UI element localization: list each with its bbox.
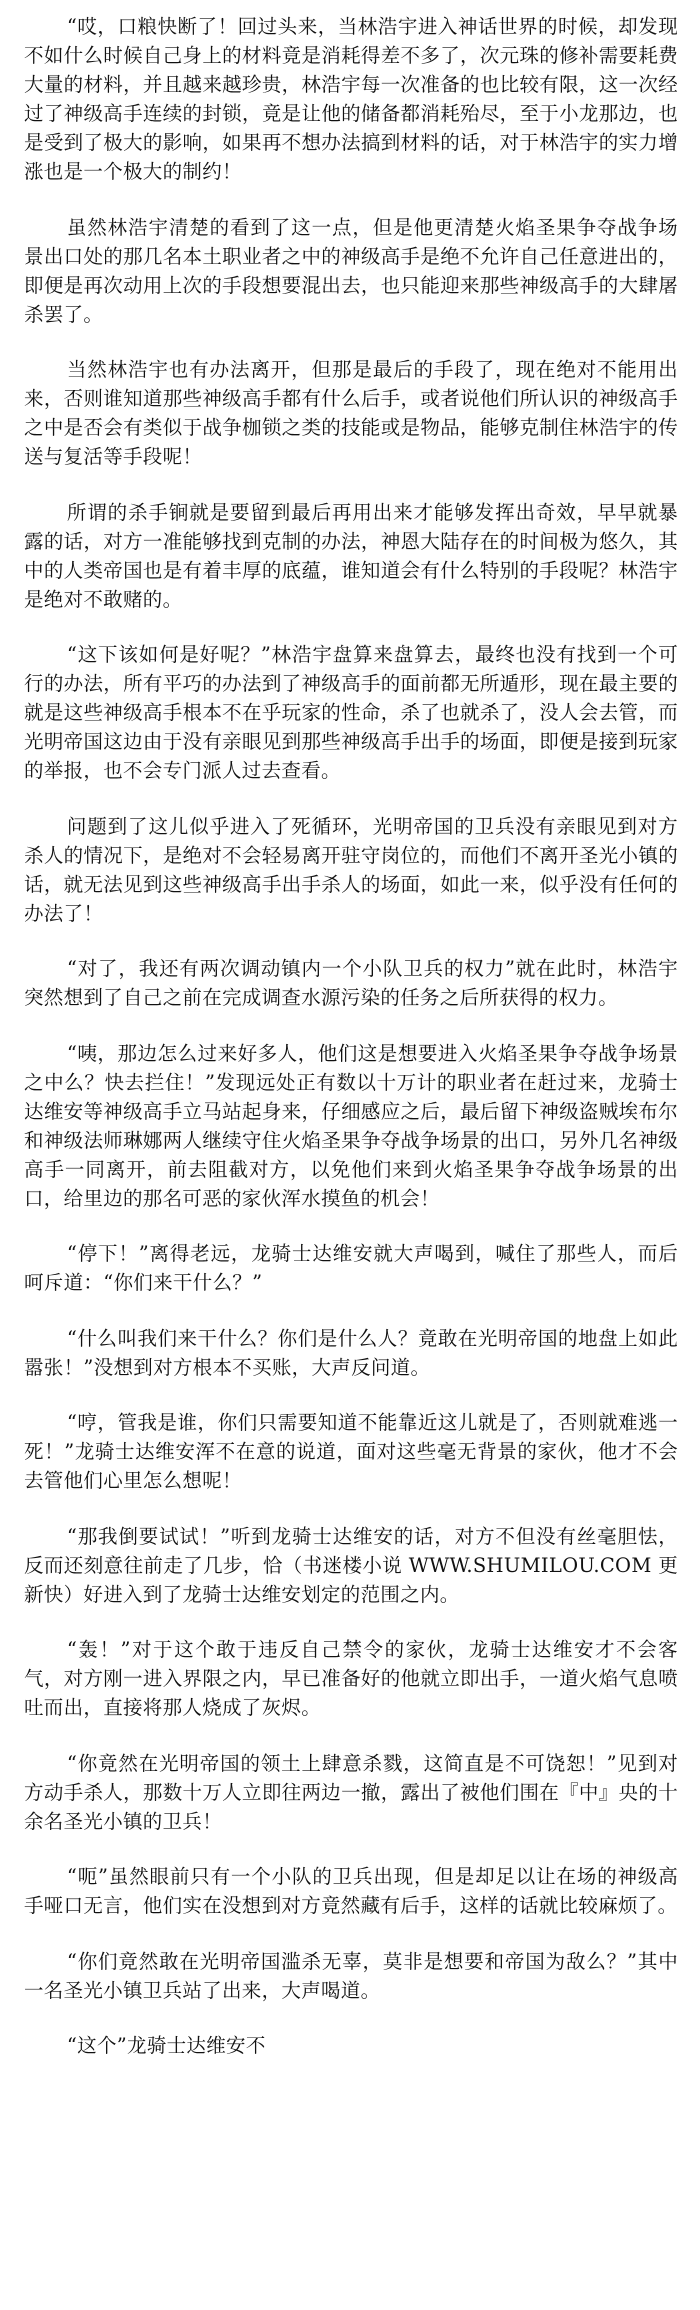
paragraph: “你们竟然敢在光明帝国滥杀无辜，莫非是想要和帝国为敌么？”其中一名圣光小镇卫兵站了出来，大声喝道。 [24, 1949, 678, 2002]
paragraph: “什么叫我们来干什么？你们是什么人？竟敢在光明帝国的地盘上如此嚣张！”没想到对方根本不买账，大声反问道。 [24, 1326, 678, 1379]
paragraph: “这个”龙骑士达维安不 [66, 2034, 266, 2057]
paragraph: “你竟然在光明帝国的领土上肆意杀戮，这简直是不可饶恕！”见到对方动手杀人，那数十万人立即往两边一撤，露出了被他们围在『中』央的十余名圣光小镇的卫兵！ [24, 1751, 678, 1833]
paragraph: “停下！”离得老远，龙骑士达维安就大声喝到，喊住了那些人，而后呵斥道：“你们来干什么？” [24, 1242, 678, 1294]
paragraph: 虽然林浩宇清楚的看到了这一点，但是他更清楚火焰圣果争夺战争场景出口处的那几名本土职业者之中的神级高手是绝不允许自己任意进出的，即便是再次动用上次的手段想要混出去，也只能迎来那些神级高手的大肆屠杀罢了。 [24, 215, 678, 326]
paragraph: “轰！”对于这个敢于违反自己禁令的家伙，龙骑士达维安才不会客气，对方刚一进入界限之内，早已准备好的他就立即出手，一道火焰气息喷吐而出，直接将那人烧成了灰烬。 [24, 1638, 678, 1719]
paragraph: “这下该如何是好呢？”林浩宇盘算来盘算去，最终也没有找到一个可行的办法，所有平巧的办法到了神级高手的面前都无所遁形，现在最主要的就是这些神级高手根本不在乎玩家的性命，杀了也就杀了，没人会去管，而光明帝国这边由于没有亲眼见到那些神级高手出手的场面，即便是接到玩家的举报，也不会专门派人过去查看。 [24, 643, 678, 782]
paragraph: “对了，我还有两次调动镇内一个小队卫兵的权力”就在此时，林浩宇突然想到了自己之前在完成调查水源污染的任务之后所获得的权力。 [24, 957, 678, 1009]
paragraph: “咦，那边怎么过来好多人，他们这是想要进入火焰圣果争夺战争场景之中么？快去拦住！”发现远处正有数以十万计的职业者在赶过来，龙骑士达维安等神级高手立马站起身来，仔细感应之后，最后留下神级盗贼埃布尔和神级法师琳娜两人继续守住火焰圣果争夺战争场景的出口，另外几名神级高手一同离开，前去阻截对方，以免他们来到火焰圣果争夺战争场景的出口，给里边的那名可恶的家伙浑水摸鱼的机会！ [24, 1041, 678, 1210]
paragraph: “那我倒要试试！”听到龙骑士达维安的话，对方不但没有丝毫胆怯，反而还刻意往前走了几步，恰（书迷楼小说 WWW.SHUMILOU.COM 更新快）好进入到了龙骑士达维安划定的范围之内。 [24, 1524, 678, 1606]
paragraph: 当然林浩宇也有办法离开，但那是最后的手段了，现在绝对不能用出来，否则谁知道那些神级高手都有什么后手，或者说他们所认识的神级高手之中是否会有类似于战争枷锁之类的技能或是物品，能够克制住林浩宇的传送与复活等手段呢！ [24, 358, 678, 468]
paragraph: 所谓的杀手锏就是要留到最后再用出来才能够发挥出奇效，早早就暴露的话，对方一准能够找到克制的办法，神恩大陆存在的时间极为悠久，其中的人类帝国也是有着丰厚的底蕴，谁知道会有什么特别的手段呢？林浩宇是绝对不敢赌的。 [24, 500, 678, 611]
paragraph: 问题到了这儿似乎进入了死循环，光明帝国的卫兵没有亲眼见到对方杀人的情况下，是绝对不会轻易离开驻守岗位的，而他们不离开圣光小镇的话，就无法见到这些神级高手出手杀人的场面，如此一来，似乎没有任何的办法了！ [24, 814, 678, 925]
paragraph: “哼，管我是谁，你们只需要知道不能靠近这儿就是了，否则就难逃一死！”龙骑士达维安浑不在意的说道，面对这些毫无背景的家伙，他才不会去管他们心里怎么想呢！ [24, 1411, 678, 1492]
paragraph: “哎，口粮快断了！回过头来，当林浩宇进入神话世界的时候，却发现不如什么时候自己身上的材料竟是消耗得差不多了，次元珠的修补需要耗费大量的材料，并且越来越珍贵，林浩宇每一次准备的也比较有限，这一次经过了神级高手连续的封锁，竟是让他的储备都消耗殆尽，至于小龙那边，也是受到了极大的影响，如果再不想办法搞到材料的话，对于林浩宇的实力增涨也是一个极大的制约！ [24, 15, 678, 183]
paragraph: “呃”虽然眼前只有一个小队的卫兵出现，但是却足以让在场的神级高手哑口无言，他们实在没想到对方竟然藏有后手，这样的话就比较麻烦了。 [24, 1865, 678, 1917]
